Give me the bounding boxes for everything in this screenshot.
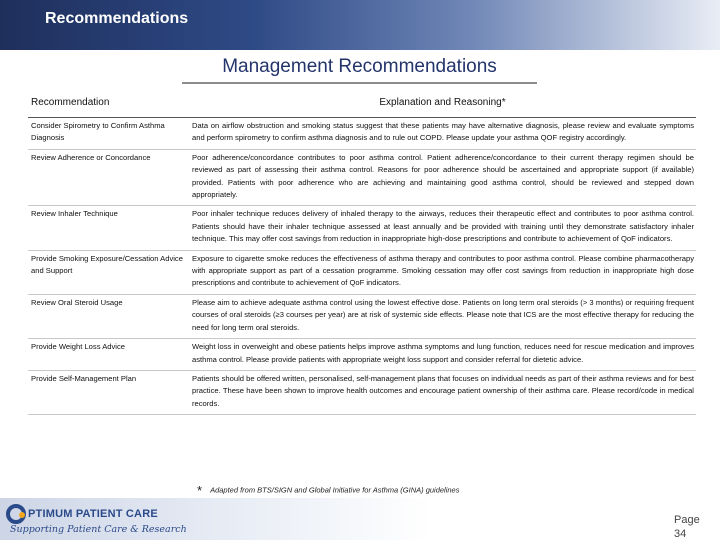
recommendation-cell: Review Inhaler Technique [31, 209, 118, 219]
footnote-text: Adapted from BTS/SIGN and Global Initiative for Asthma (GINA) guidelines [210, 485, 460, 495]
table-row [28, 206, 696, 250]
recommendation-cell: Provide Weight Loss Advice [31, 342, 125, 352]
explanation-cell: Patients should be offered written, personalised, self-management plans that focuses on individual needs as part of their asthma reviews and for best practice. These have been shown to improve health outcomes and encourage patient ownership of their asthma care. Please record/code in medical records. [192, 373, 694, 408]
page-title: Management Recommendations [222, 56, 497, 77]
explanation-cell: Exposure to cigarette smoke reduces the effectiveness of asthma therapy and contributes to poor asthma control. Please combine pharmacotherapy with appropriate support as part of a cessation programme. Smoking cessation may offer cost savings from reduction in inappropriate high dose prescriptions and contribute to achievement of QoF indicators. [192, 253, 694, 288]
recommendation-cell: Provide Self-Management Plan [31, 373, 137, 383]
table-row [28, 118, 696, 150]
table-row [28, 370, 696, 414]
footnote [197, 483, 459, 498]
recommendations-table [28, 92, 696, 415]
recommendation-cell: Review Oral Steroid Usage [31, 297, 123, 307]
footnote-marker: * [197, 483, 203, 498]
explanation-cell: Poor inhaler technique reduces delivery of inhaled therapy to the airways, reduces their therapeutic effect and contributes to poor asthma control. Patients should have their inhaler technique assessed at least annually and be provided with training until they demonstrate satisfactory inhaler technique. This may offer cost savings from reduction in inappropriate high-dose prescriptions and contribute to achievement of QoF indicators. [192, 209, 694, 244]
table-header-row [28, 92, 696, 118]
page-label: Page [674, 514, 700, 526]
recommendation-cell: Review Adherence or Concordance [31, 152, 151, 162]
table-row [28, 250, 696, 294]
logo-name: PTIMUM PATIENT CARE [28, 508, 158, 520]
table-row [28, 149, 696, 206]
header-title: Recommendations [45, 10, 189, 27]
table-row [28, 339, 696, 371]
header-banner [0, 0, 720, 50]
recommendation-cell: Consider Spirometry to Confirm Asthma Diagnosis [31, 121, 165, 143]
logo-o-icon [6, 504, 26, 524]
recommendation-cell: Provide Smoking Exposure/Cessation Advice and Support [31, 253, 183, 276]
page-number: 34 [674, 528, 687, 540]
explanation-cell: Weight loss in overweight and obese patients helps improve asthma symptoms and lung function, reduces need for rescue medication and improves asthma control. Please provide patients with appropriate weight loss support and consider referral for dietetic advice. [192, 342, 694, 364]
explanation-cell: Data on airflow obstruction and smoking status suggest that these patients may have alternative diagnosis, please review and evaluate symptoms and perform spirometry to confirm asthma diagnosis and to rule out COPD. Please update your asthma QOF registry accordingly. [192, 121, 694, 143]
optimum-patient-care-logo [6, 502, 226, 538]
column-header-recommendation: Recommendation [28, 92, 189, 118]
logo-tagline: Supporting Patient Care & Research [10, 524, 187, 535]
explanation-cell: Poor adherence/concordance contributes to poor asthma control. Patient adherence/concordance to their current therapy regimen should be reviewed as part of assessing their asthma control. Reasons for poor adherence should be ascertained and appropriate support (if available) provided. Patients with poor adherence who are achieving and maintaining good asthma control, should be reviewed and stepped down appropriately. [192, 152, 694, 200]
column-header-explanation: Explanation and Reasoning* [189, 92, 696, 118]
page-title-box [182, 54, 537, 84]
explanation-cell: Please aim to achieve adequate asthma control using the lowest effective dose. Patients on long term oral steroids (> 3 months) or requiring frequent courses of oral steroids (≥3 courses per year) are at risk of systemic side effects. Please note that ICS are the most effective therapy for reducing the need for long term oral steroids. [192, 297, 694, 332]
table-row [28, 294, 696, 338]
